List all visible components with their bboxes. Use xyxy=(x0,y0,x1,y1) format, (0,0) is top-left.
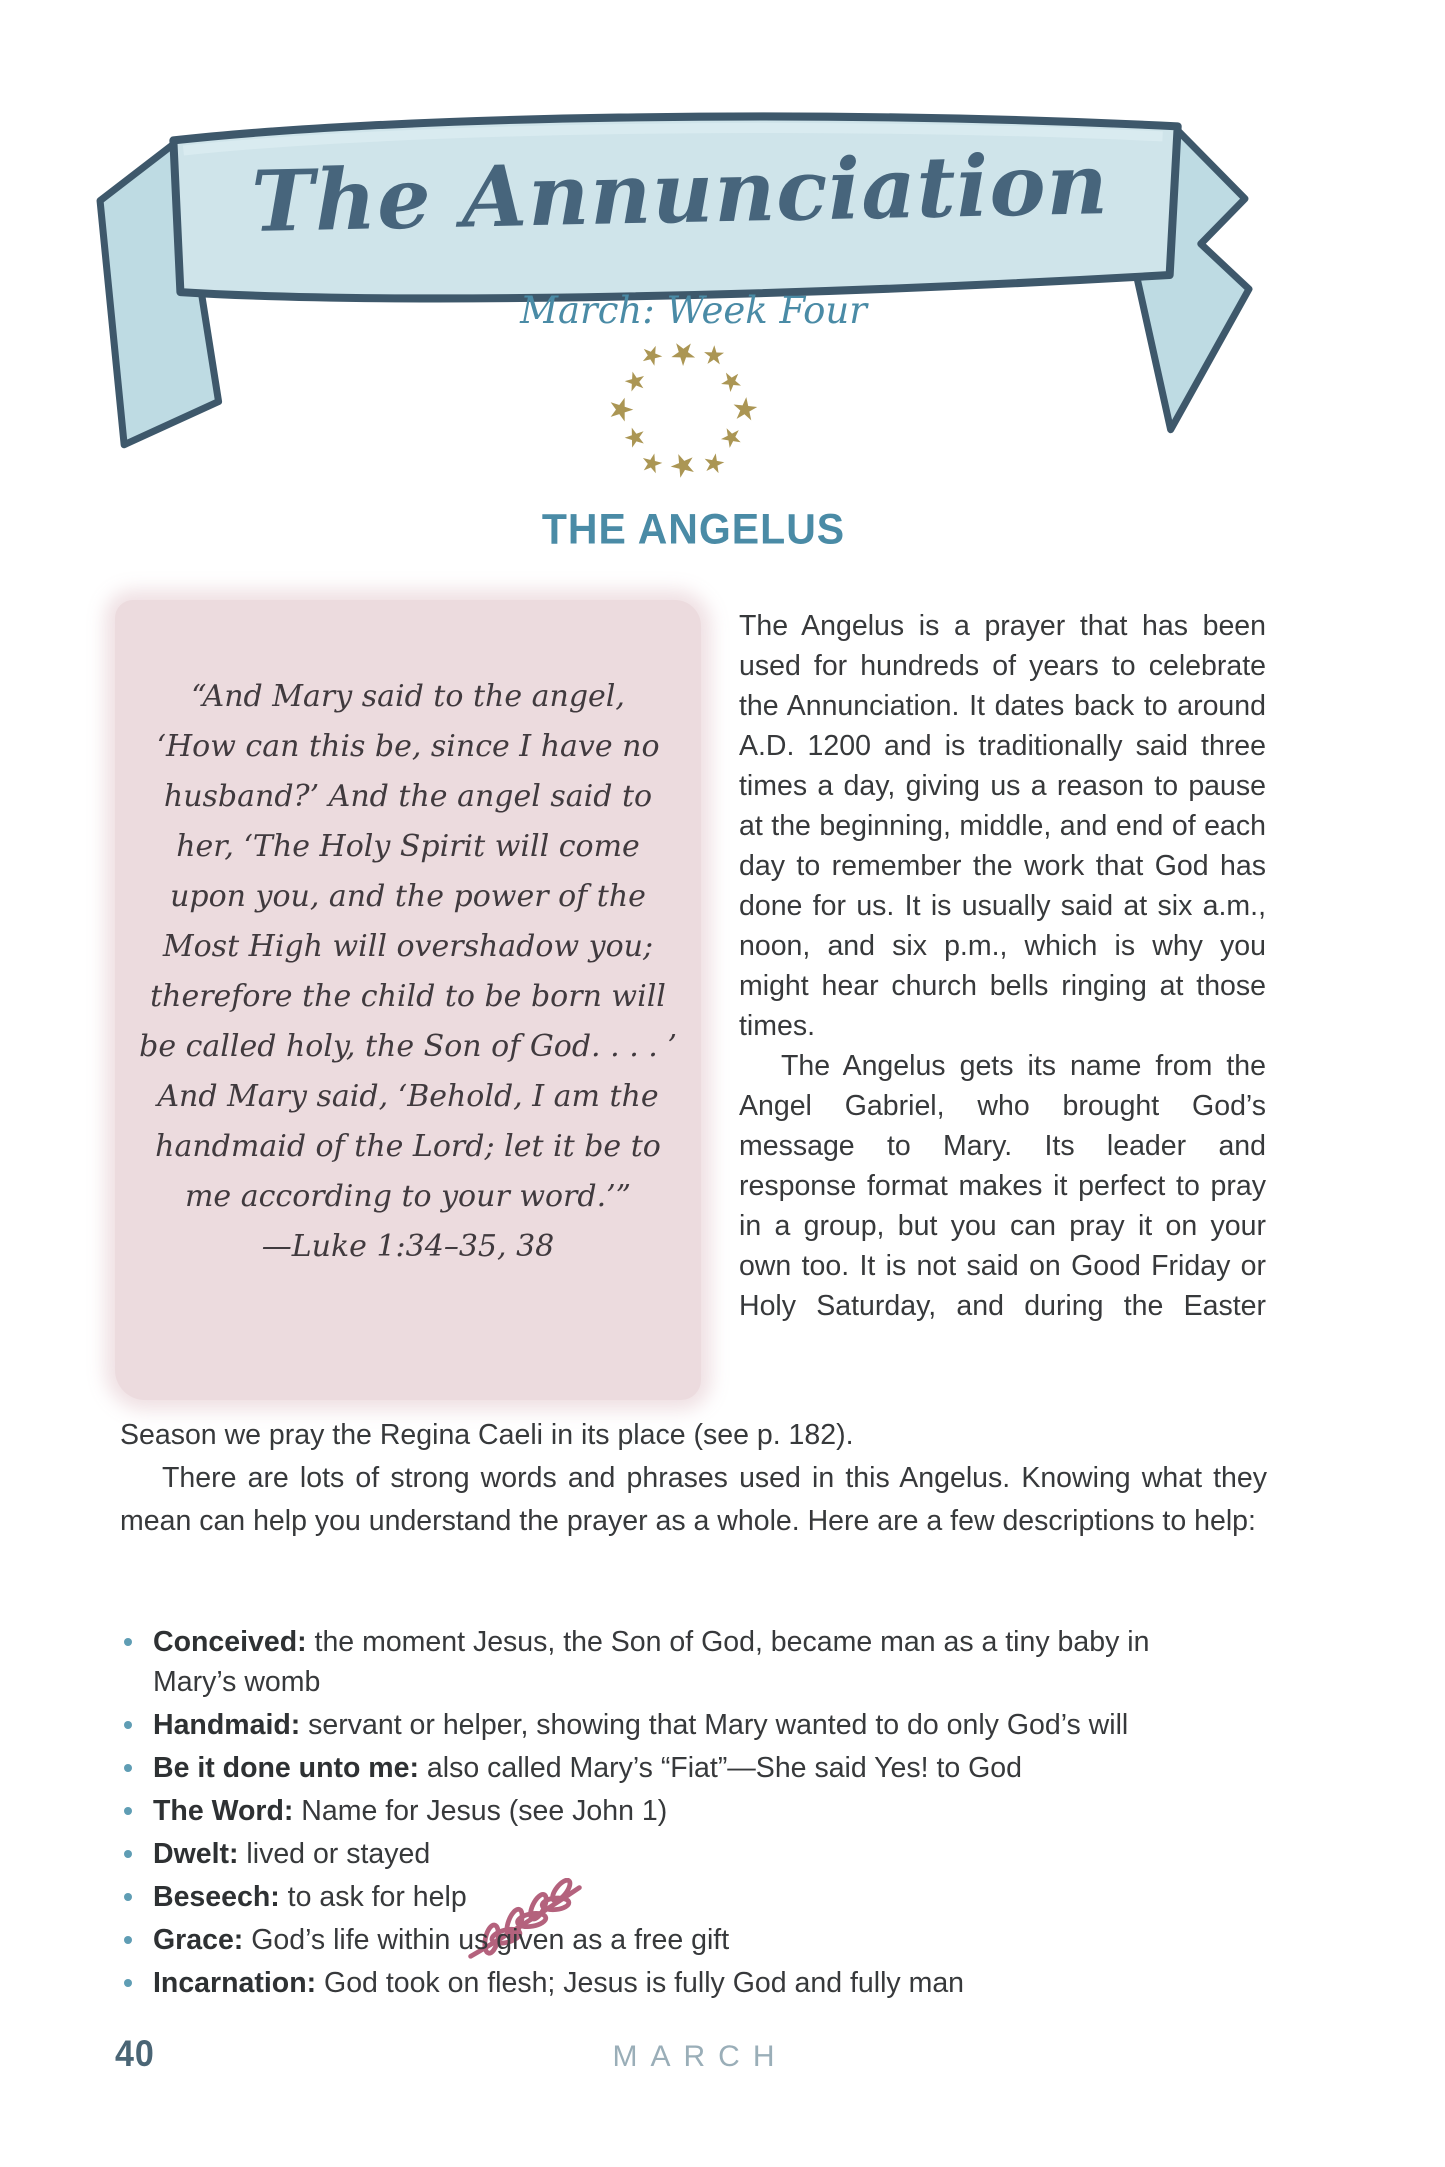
definition-text: God’s life within us given as a free gift xyxy=(243,1924,730,1956)
star-icon: ★ xyxy=(729,390,761,428)
article-paragraph-2: The Angelus gets its name from the Angel Gabriel, who brought God’s message to Mary. Its leader and response format makes it perfect to pray in a group, but you can pray it on your own too. It is not said on Good Friday or Holy Saturday, and during the Easter xyxy=(739,1050,1266,1322)
definition-term: Beseech: xyxy=(153,1881,280,1913)
definition-text: to ask for help xyxy=(279,1881,467,1913)
definition-item xyxy=(120,1920,1195,1960)
article-continuation xyxy=(120,1414,1267,1543)
definition-term: Grace: xyxy=(153,1924,244,1956)
quote-line: her, ‘The Holy Spirit will come xyxy=(176,829,640,864)
quote-line: Most High will overshadow you; xyxy=(162,929,654,964)
quote-line: therefore the child to be born will xyxy=(150,979,666,1014)
definition-text: the moment Jesus, the Son of God, became man as a tiny baby in Mary’s womb xyxy=(153,1626,1150,1698)
star-icon: ★ xyxy=(637,445,667,481)
star-wreath-icon xyxy=(593,319,773,499)
running-head: MARCH xyxy=(612,2040,788,2073)
quote-line: “And Mary said to the angel, xyxy=(191,679,625,714)
article-column xyxy=(739,606,1266,1326)
quote-line: me according to your word.’” xyxy=(184,1179,632,1214)
continuation-line: Season we pray the Regina Caeli in its place (see p. 182). xyxy=(120,1419,854,1451)
quote-line: be called holy, the Son of God. . . . ’ xyxy=(139,1029,677,1064)
definition-text: servant or helper, showing that Mary wanted to do only God’s will xyxy=(300,1709,1129,1741)
scripture-quote-box xyxy=(115,600,701,1400)
quote-line: ‘How can this be, since I have no xyxy=(156,729,660,764)
banner-subtitle: March: Week Four xyxy=(520,289,867,332)
star-icon: ★ xyxy=(661,330,705,376)
quote-line: husband?’ And the angel said to xyxy=(163,779,653,814)
definition-text: lived or stayed xyxy=(238,1838,431,1870)
definition-item xyxy=(120,1877,1195,1917)
star-icon: ★ xyxy=(602,388,640,430)
definition-term: Handmaid: xyxy=(153,1709,301,1741)
definition-item xyxy=(120,1705,1195,1745)
star-icon: ★ xyxy=(619,363,650,399)
star-icon: ★ xyxy=(714,418,749,456)
page-number: 40 xyxy=(115,2033,155,2074)
quote-attribution: —Luke 1:34–35, 38 xyxy=(261,1229,555,1264)
definition-item xyxy=(120,1622,1195,1702)
definition-text: also called Mary’s “Fiat”—She said Yes! to God xyxy=(419,1752,1023,1784)
scripture-quote xyxy=(115,600,701,1222)
section-heading: THE ANGELUS xyxy=(541,504,846,554)
star-icon: ★ xyxy=(618,419,651,455)
banner-title: The Annunciation xyxy=(250,134,1110,251)
definition-text: Name for Jesus (see John 1) xyxy=(293,1795,668,1827)
star-icon: ★ xyxy=(663,443,703,487)
star-icon: ★ xyxy=(701,339,727,371)
article-paragraph-1: The Angelus is a prayer that has been used for hundreds of years to celebrate the Annunciation. It dates back to around A.D. 1200 and is traditionally said three times a day, giving us a reason to pause at the beginning, middle, and end of each day to remember the work that God has done for us. It is usually said at six a.m., noon, and six p.m., which is why you might hear church bells ringing at those times. xyxy=(739,610,1266,1042)
quote-line: And Mary said, ‘Behold, I am the xyxy=(157,1079,659,1114)
quote-line: handmaid of the Lord; let it be to xyxy=(155,1129,661,1164)
definition-text: God took on flesh; Jesus is fully God and fully man xyxy=(316,1967,965,1999)
article-paragraph-3: There are lots of strong words and phrases used in this Angelus. Knowing what they mean can help you understand the prayer as a whole. Here are a few descriptions to help: xyxy=(120,1462,1267,1537)
definition-term: The Word: xyxy=(153,1795,294,1827)
definition-term: Be it done unto me: xyxy=(153,1752,419,1784)
star-icon: ★ xyxy=(635,337,669,374)
definition-item xyxy=(120,1834,1195,1874)
star-icon: ★ xyxy=(713,362,750,400)
definition-item xyxy=(120,1748,1195,1788)
definitions-list xyxy=(120,1622,1195,2006)
definition-term: Incarnation: xyxy=(153,1967,317,1999)
star-icon: ★ xyxy=(699,445,729,480)
definition-item xyxy=(120,1791,1195,1831)
quote-line: upon you, and the power of the xyxy=(170,879,646,914)
definition-item xyxy=(120,1963,1195,2003)
definition-term: Conceived: xyxy=(153,1626,307,1658)
definition-term: Dwelt: xyxy=(153,1838,239,1870)
